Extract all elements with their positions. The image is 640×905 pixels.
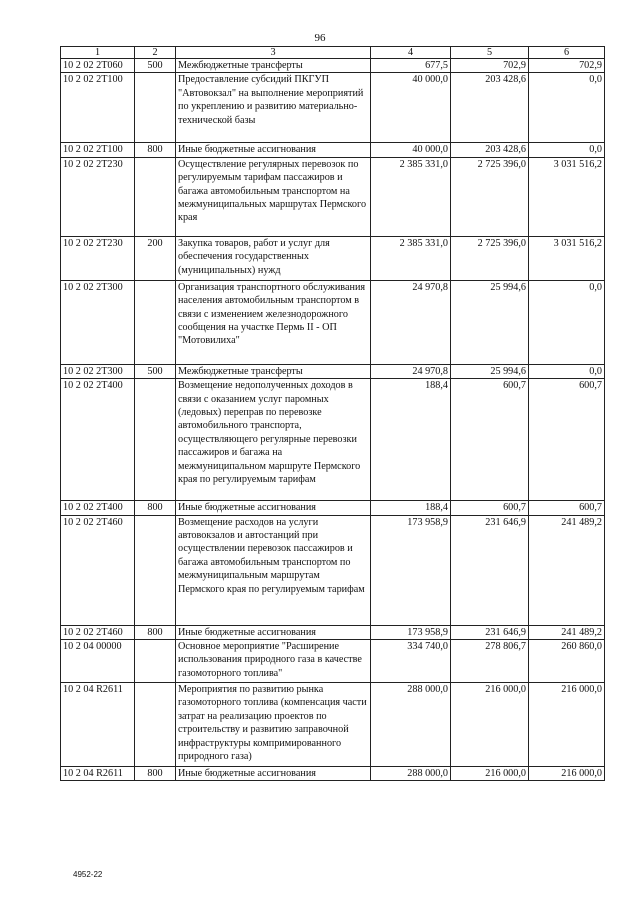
amount-cell: 173 958,9 [371, 515, 451, 625]
amount-cell: 40 000,0 [371, 143, 451, 157]
amount-cell: 260 860,0 [529, 640, 605, 683]
amount-cell: 203 428,6 [451, 73, 529, 143]
amount-cell: 216 000,0 [529, 767, 605, 781]
amount-cell: 702,9 [451, 59, 529, 73]
name-cell: Межбюджетные трансферты [176, 364, 371, 378]
code-cell: 10 2 04 R2611 [61, 683, 135, 767]
name-cell: Иные бюджетные ассигнования [176, 143, 371, 157]
expense-type-cell [135, 379, 176, 501]
code-cell: 10 2 04 00000 [61, 640, 135, 683]
amount-cell: 0,0 [529, 73, 605, 143]
amount-cell: 2 725 396,0 [451, 236, 529, 280]
amount-cell: 241 489,2 [529, 515, 605, 625]
amount-cell: 188,4 [371, 379, 451, 501]
amount-cell: 702,9 [529, 59, 605, 73]
expense-type-cell: 800 [135, 625, 176, 639]
budget-table [60, 46, 605, 781]
table-row [61, 501, 605, 515]
expense-type-cell [135, 640, 176, 683]
name-cell: Осуществление регулярных перевозок по регулируемым тарифам пассажиров и багажа автомобильным транспортом на межмуниципальных маршрутах Пермского края [176, 157, 371, 236]
amount-cell: 203 428,6 [451, 143, 529, 157]
document-code: 4952-22 [73, 870, 103, 879]
amount-cell: 288 000,0 [371, 683, 451, 767]
amount-cell: 3 031 516,2 [529, 157, 605, 236]
amount-cell: 2 385 331,0 [371, 236, 451, 280]
code-cell: 10 2 02 2T400 [61, 379, 135, 501]
table-row [61, 364, 605, 378]
table-row [61, 515, 605, 625]
amount-cell: 0,0 [529, 143, 605, 157]
amount-cell: 0,0 [529, 280, 605, 364]
expense-type-cell: 800 [135, 767, 176, 781]
name-cell: Мероприятия по развитию рынка газомоторного топлива (компенсация части затрат на реализацию проектов по строительству и развитию заправочной инфраструктуры компримированного природного газа) [176, 683, 371, 767]
column-header: 3 [176, 47, 371, 59]
name-cell: Предоставление субсидий ПКГУП "Автовокзал" на выполнение мероприятий по укреплению и развитию материально-технической базы [176, 73, 371, 143]
amount-cell: 24 970,8 [371, 280, 451, 364]
column-header: 6 [529, 47, 605, 59]
table-row [61, 236, 605, 280]
amount-cell: 173 958,9 [371, 625, 451, 639]
table-row [61, 640, 605, 683]
expense-type-cell [135, 280, 176, 364]
amount-cell: 600,7 [529, 379, 605, 501]
name-cell: Межбюджетные трансферты [176, 59, 371, 73]
amount-cell: 216 000,0 [529, 683, 605, 767]
code-cell: 10 2 04 R2611 [61, 767, 135, 781]
expense-type-cell: 800 [135, 501, 176, 515]
table-header-row [61, 47, 605, 59]
code-cell: 10 2 02 2T230 [61, 157, 135, 236]
amount-cell: 0,0 [529, 364, 605, 378]
amount-cell: 334 740,0 [371, 640, 451, 683]
amount-cell: 600,7 [529, 501, 605, 515]
expense-type-cell [135, 157, 176, 236]
code-cell: 10 2 02 2T100 [61, 73, 135, 143]
column-header: 2 [135, 47, 176, 59]
table-row [61, 73, 605, 143]
expense-type-cell: 500 [135, 59, 176, 73]
column-header: 4 [371, 47, 451, 59]
table-row [61, 143, 605, 157]
column-header: 5 [451, 47, 529, 59]
table-row [61, 379, 605, 501]
expense-type-cell [135, 683, 176, 767]
amount-cell: 677,5 [371, 59, 451, 73]
amount-cell: 216 000,0 [451, 683, 529, 767]
amount-cell: 278 806,7 [451, 640, 529, 683]
expense-type-cell: 500 [135, 364, 176, 378]
table-row [61, 59, 605, 73]
name-cell: Закупка товаров, работ и услуг для обеспечения государственных (муниципальных) нужд [176, 236, 371, 280]
name-cell: Иные бюджетные ассигнования [176, 767, 371, 781]
amount-cell: 288 000,0 [371, 767, 451, 781]
name-cell: Возмещение расходов на услуги автовокзалов и автостанций при осуществлении перевозок пассажиров и багажа автомобильным транспортом по межмуниципальным маршрутам Пермского края по регулируемым тарифам [176, 515, 371, 625]
column-header: 1 [61, 47, 135, 59]
amount-cell: 241 489,2 [529, 625, 605, 639]
amount-cell: 40 000,0 [371, 73, 451, 143]
table-row [61, 625, 605, 639]
amount-cell: 24 970,8 [371, 364, 451, 378]
code-cell: 10 2 02 2T060 [61, 59, 135, 73]
table-row [61, 280, 605, 364]
table-row [61, 157, 605, 236]
amount-cell: 600,7 [451, 501, 529, 515]
amount-cell: 2 725 396,0 [451, 157, 529, 236]
table-row [61, 767, 605, 781]
amount-cell: 25 994,6 [451, 364, 529, 378]
name-cell: Иные бюджетные ассигнования [176, 501, 371, 515]
name-cell: Основное мероприятие "Расширение использования природного газа в качестве газомоторного топлива" [176, 640, 371, 683]
amount-cell: 3 031 516,2 [529, 236, 605, 280]
expense-type-cell [135, 73, 176, 143]
name-cell: Иные бюджетные ассигнования [176, 625, 371, 639]
amount-cell: 231 646,9 [451, 515, 529, 625]
expense-type-cell: 800 [135, 143, 176, 157]
expense-type-cell [135, 515, 176, 625]
expense-type-cell: 200 [135, 236, 176, 280]
code-cell: 10 2 02 2T460 [61, 515, 135, 625]
amount-cell: 188,4 [371, 501, 451, 515]
amount-cell: 216 000,0 [451, 767, 529, 781]
amount-cell: 231 646,9 [451, 625, 529, 639]
code-cell: 10 2 02 2T230 [61, 236, 135, 280]
page-number: 96 [314, 32, 326, 44]
name-cell: Возмещение недополученных доходов в связи с оказанием услуг паромных (ледовых) переправ по перевозке автомобильного транспорта, осуществляющего регулярные перевозки пассажиров и багажа на межмуниципальном маршруте Пермского края по регулируемым тарифам [176, 379, 371, 501]
amount-cell: 600,7 [451, 379, 529, 501]
table-row [61, 683, 605, 767]
code-cell: 10 2 02 2T300 [61, 280, 135, 364]
amount-cell: 25 994,6 [451, 280, 529, 364]
code-cell: 10 2 02 2T460 [61, 625, 135, 639]
name-cell: Организация транспортного обслуживания населения автомобильным транспортом в связи с изменением железнодорожного сообщения на участке Пермь II - ОП "Мотовилиха" [176, 280, 371, 364]
code-cell: 10 2 02 2T400 [61, 501, 135, 515]
code-cell: 10 2 02 2T300 [61, 364, 135, 378]
amount-cell: 2 385 331,0 [371, 157, 451, 236]
code-cell: 10 2 02 2T100 [61, 143, 135, 157]
